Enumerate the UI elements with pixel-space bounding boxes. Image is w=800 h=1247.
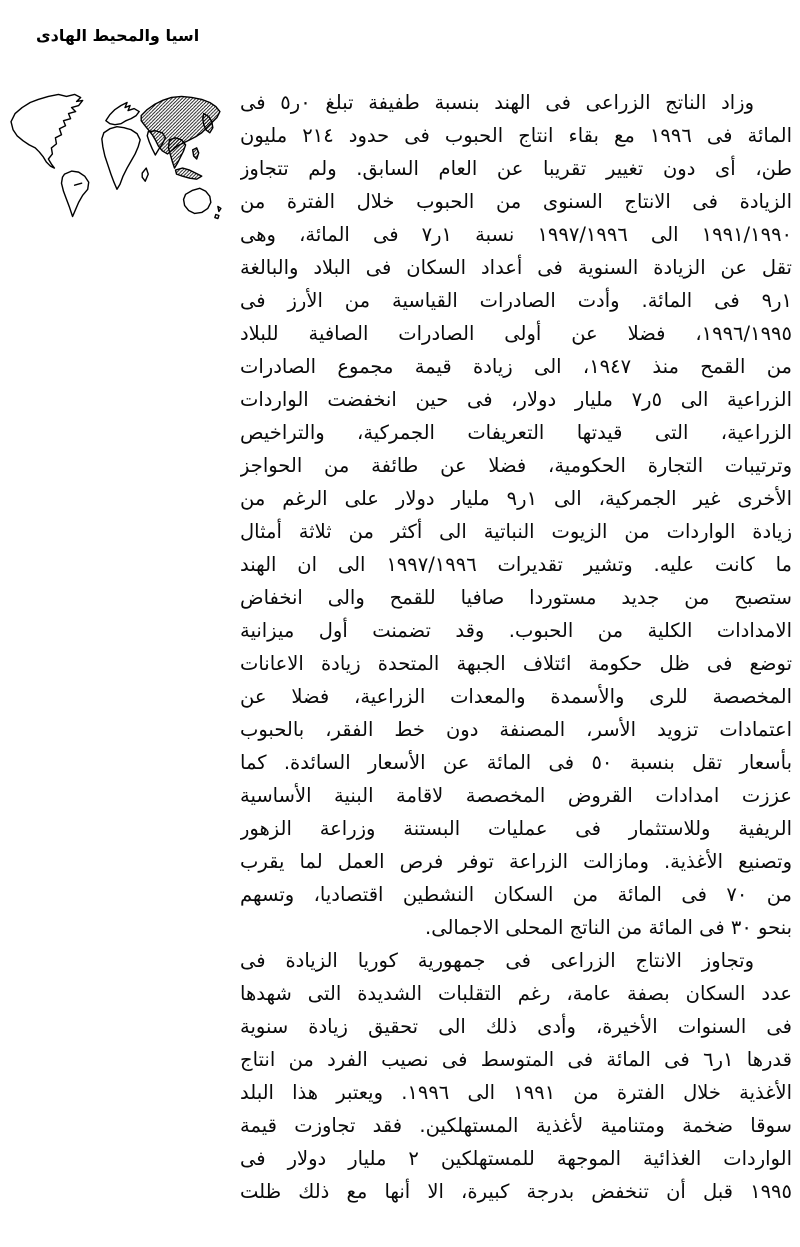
text-line: طن، أى دون تغيير تقريبا عن العام السابق. ولم تتجاوز [240, 157, 792, 180]
text-line: من ٧٠ فى المائة من السكان النشطين اقتصاديا، وتسهم [240, 883, 792, 906]
text-line: سوقا ضخمة ومتنامية لأغذية المستهلكين. فقد تجاوزت قيمة [240, 1114, 792, 1137]
southeast-asia-hatched [168, 138, 185, 168]
text-line: ١٩٩١/١٩٩٠ الى ١٩٩٧/١٩٩٦ نسبة ١ر٧ فى المائة، وهى [240, 223, 792, 246]
text-line: فى السنوات الأخيرة، وأدى ذلك الى تحقيق زيادة سنوية [240, 1015, 792, 1038]
article-text-block [240, 86, 792, 1208]
text-line: الريفية وللاستثمار فى عمليات البستنة وزراعة الزهور [240, 817, 792, 840]
text-line: تقل عن الزيادة السنوية فى أعداد السكان فى البلاد والبالغة [240, 256, 792, 279]
text-line: ١٩٩٥ قبل أن تنخفض بدرجة كبيرة، الا أنها مع ذلك ظلت [240, 1180, 792, 1203]
text-line: توضع فى ظل حكومة ائتلاف الجبهة المتحدة زيادة الاعانات [240, 652, 792, 675]
text-line: بأسعار تقل بنسبة ٥٠ فى المائة عن الأسعار السائدة. كما [240, 751, 792, 774]
philippines-hatched [193, 148, 199, 159]
text-line: زيادة الواردات من الزيوت النباتية الى أكثر من ثلاثة أمثال [240, 520, 792, 543]
paragraph [240, 86, 792, 944]
world-map-illustration [8, 86, 232, 232]
text-line: قدرها ١ر٦ فى المائة فى المتوسط فى نصيب الفرد من انتاج [240, 1048, 792, 1071]
text-line: عدد السكان بصفة عامة، رغم التقلبات الشديدة التى شهدها [240, 982, 792, 1005]
text-line: اعتمادات تزويد الأسر، المصنفة دون خط الفقر، بالحبوب [240, 718, 792, 741]
page-header-title: اسيا والمحيط الهادى [36, 26, 200, 45]
africa-outline [102, 127, 148, 190]
paragraph [240, 944, 792, 1208]
text-line: من القمح منذ ١٩٤٧، الى زيادة قيمة مجموع الصادرات [240, 355, 792, 378]
text-line: وتجاوز الانتاج الزراعى فى جمهورية كوريا الزيادة فى [240, 949, 754, 972]
world-map-svg [8, 86, 232, 232]
text-line: عززت امدادات القروض المخصصة لاقامة البنية الأساسية [240, 784, 792, 807]
text-line: ١ر٩ فى المائة. وأدت الصادرات القياسية من الأرز فى [240, 289, 792, 312]
text-line: ١٩٩٦/١٩٩٥، فضلا عن أولى الصادرات الصافية للبلاد [240, 322, 792, 345]
text-line: ما كانت عليه. وتشير تقديرات ١٩٩٧/١٩٩٦ الى ان الهند [240, 553, 792, 576]
text-line: الزيادة فى الانتاج السنوى من الحبوب خلال الفترة من [240, 190, 792, 213]
text-line: بنحو ٣٠ فى المائة من الناتج المحلى الاجمالى. [425, 916, 792, 939]
text-line: وتصنيع الأغذية. ومازالت الزراعة توفر فرص العمل لما يقرب [240, 850, 792, 873]
text-line: الواردات الغذائية الموجهة للمستهلكين ٢ مليار دولار فى [240, 1147, 792, 1170]
south-america-outline [61, 171, 88, 216]
new-zealand-outline [215, 206, 221, 218]
australia-outline [184, 188, 211, 213]
text-line: المخصصة للرى والأسمدة والمعدات الزراعية، فضلا عن [240, 685, 792, 708]
north-america-outline [11, 94, 83, 168]
text-line: ستصبح من جديد مستوردا صافيا للقمح والى انخفاض [240, 586, 792, 609]
text-line: الأغذية خلال الفترة من ١٩٩١ الى ١٩٩٦. ويعتبر هذا البلد [240, 1081, 792, 1104]
indonesia-hatched [175, 168, 201, 179]
text-line: الزراعية الى ٥ر٧ مليار دولار، فى حين انخفضت الواردات [240, 388, 792, 411]
text-line: وزاد الناتج الزراعى فى الهند بنسبة طفيفة تبلغ ٠ر٥ فى [240, 91, 755, 114]
text-line: وترتيبات التجارة الحكومية، فضلا عن طائفة من الحواجز [240, 454, 792, 477]
text-line: الامدادات الكلية من الحبوب. وقد تضمنت أول ميزانية [240, 619, 792, 642]
text-line: المائة فى ١٩٩٦ مع بقاء انتاج الحبوب فى حدود ٢١٤ مليون [240, 124, 792, 147]
text-line: الزراعية، التى قيدتها التعريفات الجمركية، والتراخيص [240, 421, 792, 444]
europe-outline [106, 102, 139, 124]
text-line: الأخرى غير الجمركية، الى ١ر٩ مليار دولار على الرغم من [240, 487, 792, 510]
